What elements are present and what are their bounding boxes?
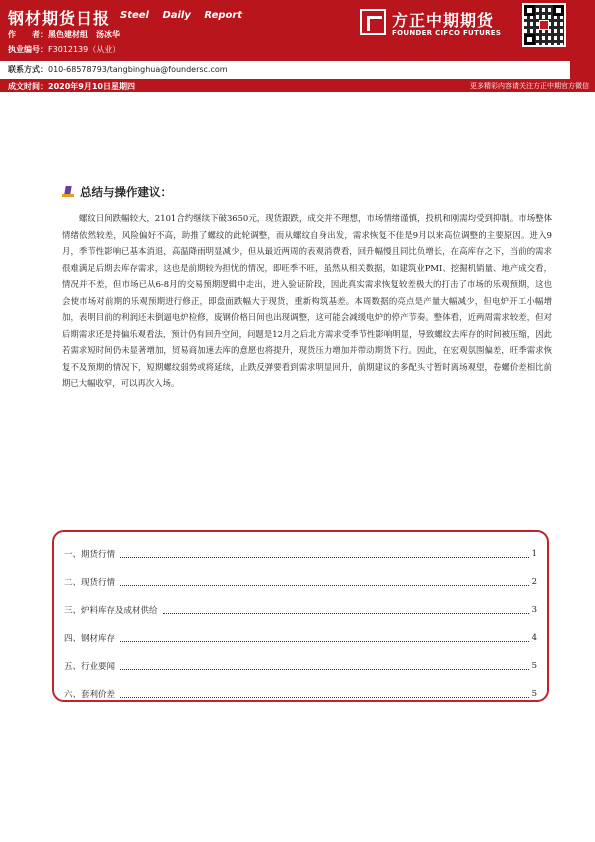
logo-name-en: FOUNDER CIFCO FUTURES <box>392 29 502 37</box>
toc-item-furnace-supply[interactable] <box>64 596 537 624</box>
toc-label: 四、钢材库存 <box>64 634 116 644</box>
toc-label: 三、炉料库存及成材供给 <box>64 606 158 616</box>
toc-item-futures[interactable] <box>64 540 537 568</box>
table-of-contents <box>52 530 549 702</box>
summary-section-heading <box>62 184 172 200</box>
toc-page: 2 <box>531 577 537 587</box>
toc-leader <box>120 557 529 558</box>
toc-item-spot[interactable] <box>64 568 537 596</box>
founder-logo-icon <box>360 9 386 35</box>
toc-page: 1 <box>531 549 537 559</box>
license-label: 执业编号： <box>8 45 48 54</box>
contact-line <box>8 64 228 75</box>
toc-item-industry-news[interactable] <box>64 652 537 680</box>
date-value: 2020年9月10日星期四 <box>48 82 135 91</box>
toc-label: 一、期货行情 <box>64 550 116 560</box>
toc-item-arbitrage-spread[interactable] <box>64 680 537 708</box>
section-title: 总结与操作建议： <box>80 185 172 199</box>
toc-leader <box>163 613 529 614</box>
qr-center-logo-icon <box>539 20 549 30</box>
summary-paragraph: 螺纹日间跌幅较大，2101合约继续下破3650元，现货跟跌，成交并不理想，市场情绪谨慎，投机和刚需均受到抑制。市场整体情绪依然较差，风险偏好不高，助推了螺纹的此轮调整，而从螺纹自身出发，需求恢复不佳是9月以来高位调整的主要原因。进入9月，季节性影响已基本消退，高温降雨明显减少，但从最近两周的表观消费看，回升幅慢且同比负增长，在高库存之下，当前的需求很难满足后期去库存需求，这也是前期较为担忧的情况，即旺季不旺，虽然从相关数据，如建筑业PMI、挖掘机销量、地产成交看，情况并不差，但市场已从6-8月的交易预期逻辑中走出，进入验证阶段，因此真实需求恢复较差极大的打击了市场的乐观预期，这也会使市场对前期的乐观预期进行修正，即盘面跌幅大于现货，重新构筑基差。本周数据的亮点是产量大幅减少，但电炉开工小幅增加，表明目前的利润还未倒逼电炉检修，废钢价格日间也出现调整，这可能会减缓电炉的停产节奏。整体看，近两周需求较差，但对后期需求还是持偏乐观看法，预计仍有回升空间，问题是12月之后北方需求受季节性影响明显，导致螺纹去库存的时间被压缩，因此若需求短时间仍未显著增加，贸易商加速去库的意愿也将提升，现货压力增加并带动期货下行。因此，在宏观氛围偏差，旺季需求恢复不及预期的情况下，短期螺纹弱势或将延续，止跌反弹要看到需求明显回升，前期建议的多配头寸暂时离场观望，卷螺价差相比前期已大幅收窄，可以再次入场。 <box>62 213 552 388</box>
author-label: 作 者： <box>8 30 48 39</box>
author-line <box>8 29 120 40</box>
qr-code-icon <box>522 3 566 47</box>
license-line <box>8 44 120 55</box>
toc-page: 4 <box>531 633 537 643</box>
toc-item-steel-inventory[interactable] <box>64 624 537 652</box>
toc-leader <box>120 669 529 670</box>
report-header <box>0 0 595 92</box>
contact-value[interactable]: 010-68578793/tangbinghua@foundersc.com <box>48 65 228 74</box>
toc-label: 五、行业要闻 <box>64 662 116 672</box>
toc-leader <box>120 585 529 586</box>
logo-name-cn: 方正中期期货 <box>392 11 495 30</box>
toc-leader <box>120 641 529 642</box>
follow-note: 更多精彩内容请关注方正中期官方微信 <box>470 82 589 90</box>
pen-bullet-icon <box>62 186 74 198</box>
toc-label: 六、套利价差 <box>64 690 116 700</box>
report-subtitle-en: Steel Daily Report <box>120 10 243 21</box>
author-value: 黑色建材组 汤冰华 <box>48 30 120 39</box>
date-line <box>8 81 135 92</box>
report-title: 钢材期货日报 <box>8 9 111 28</box>
toc-leader <box>120 697 529 698</box>
license-value: F3012139（从业） <box>48 45 121 54</box>
toc-label: 二、现货行情 <box>64 578 116 588</box>
toc-page: 5 <box>531 661 537 671</box>
date-label: 成文时间： <box>8 82 48 91</box>
contact-label: 联系方式： <box>8 65 48 74</box>
toc-page: 5 <box>531 689 537 699</box>
toc-page: 3 <box>531 605 537 615</box>
